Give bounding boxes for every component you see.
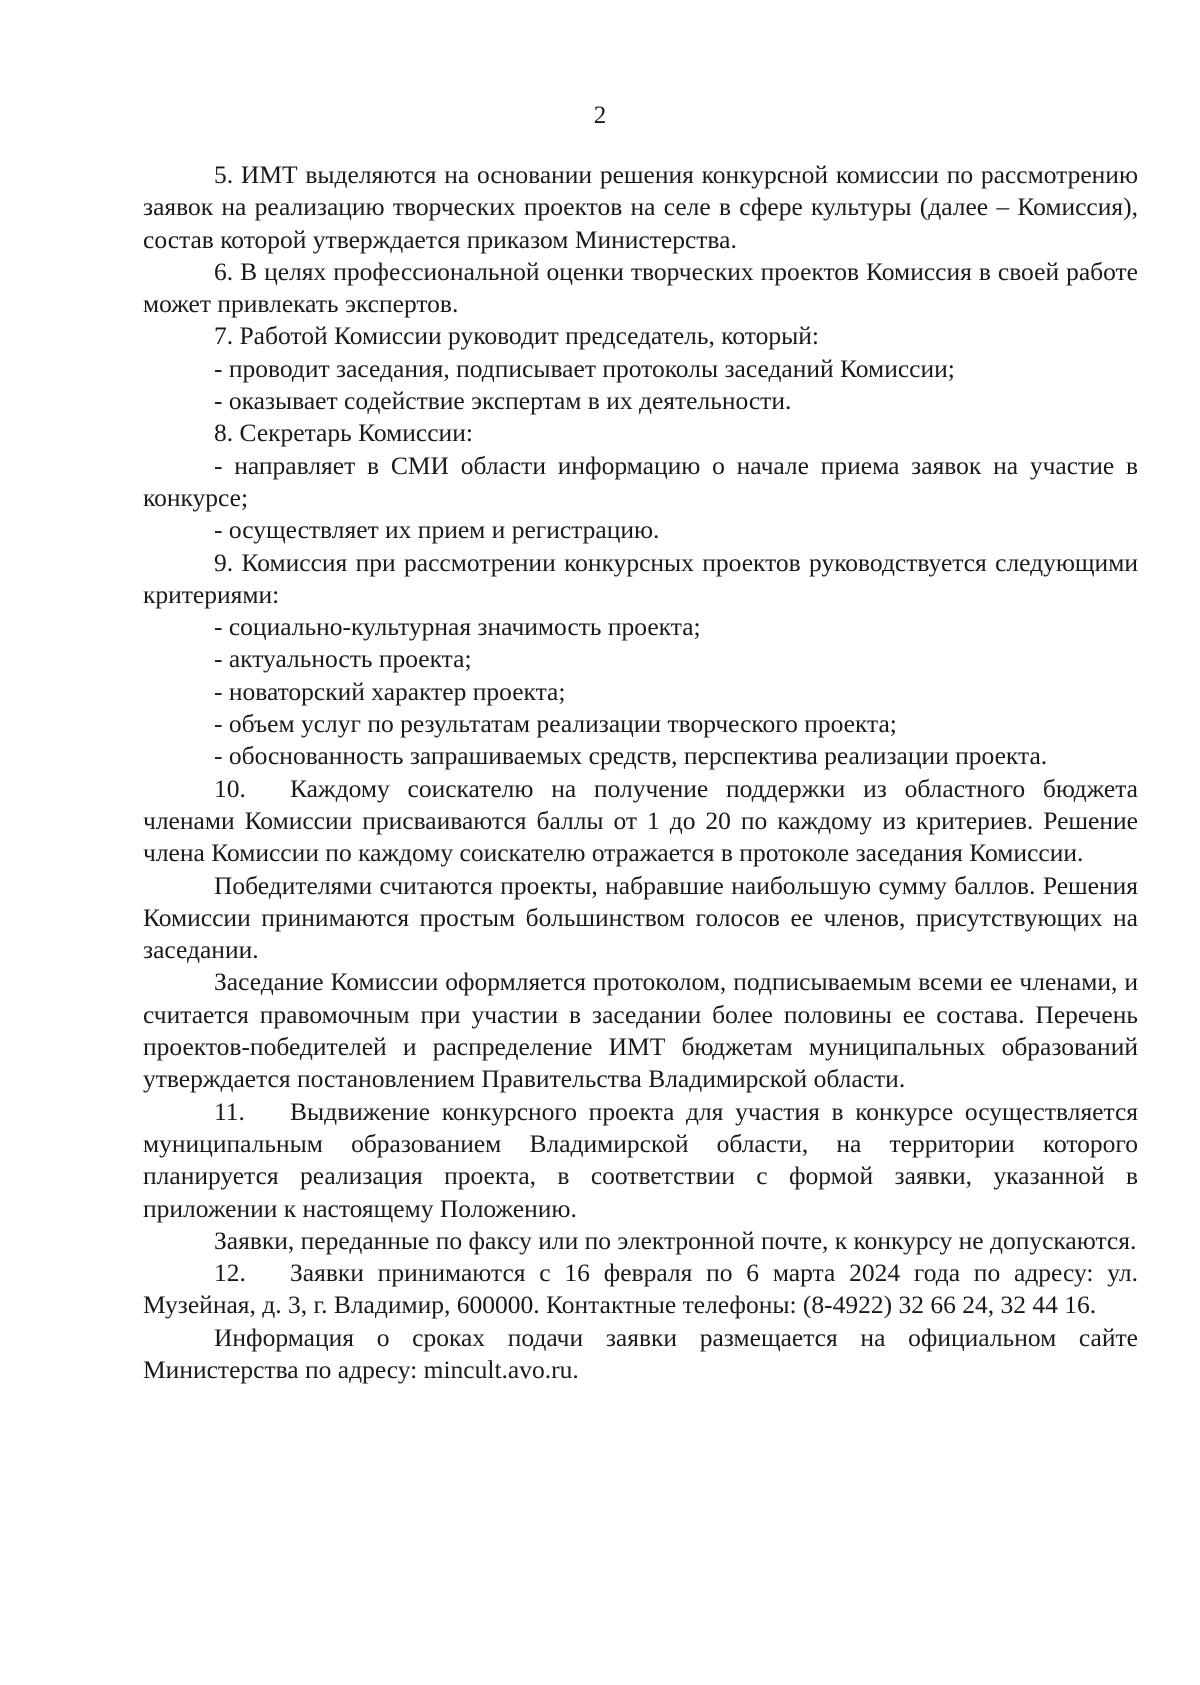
- clause-number: 10.: [214, 773, 246, 803]
- paragraph-6: 6. В целях профессиональной оценки творческих проектов Комиссия в своей работе может привлекать экспертов.: [143, 256, 1138, 319]
- page-number: 2: [593, 102, 607, 129]
- list-item: - социально-культурная значимость проекта;: [214, 612, 701, 642]
- paragraph-meeting: Заседание Комиссии оформляется протоколом, подписываемым всеми ее членами, и считается правомочным при участии в заседании более половины ее состава. Перечень проектов-победителей и распределение ИМТ бюджетам муниципальных образований утверждается постановлением Правительства Владимирской области.: [143, 967, 1138, 1094]
- list-item: - проводит заседания, подписывает протоколы заседаний Комиссии;: [214, 353, 955, 383]
- paragraph-5: 5. ИМТ выделяются на основании решения конкурсной комиссии по рассмотрению заявок на реализацию творческих проектов на селе в сфере культуры (далее – Комиссия), состав которой утверждается приказом Министерства.: [143, 160, 1138, 254]
- paragraph-info: Информация о сроках подачи заявки размещается на официальном сайте Министерства по адресу: mincult.avo.ru.: [143, 1322, 1138, 1384]
- paragraph-fax: Заявки, переданные по факсу или по электронной почте, к конкурсу не допускаются.: [214, 1225, 1137, 1255]
- paragraph-winners: Победителями считаются проекты, набравшие наибольшую сумму баллов. Решения Комиссии принимаются простым большинством голосов ее членов, присутствующих на заседании.: [143, 870, 1138, 965]
- paragraph-7: 7. Работой Комиссии руководит председатель, который:: [214, 321, 819, 351]
- paragraph-8: 8. Секретарь Комиссии:: [214, 418, 473, 448]
- clause-text: Заявки принимаются с 16 февраля по 6 марта 2024 года по адресу: ул. Музейная, д. 3, г. Владимир, 600000. Контактные телефоны: (8-4922) 32 66 24, 32 44 16.: [143, 1258, 1138, 1320]
- list-item: - оказывает содействие экспертам в их деятельности.: [214, 386, 792, 416]
- paragraph-10: [143, 773, 1138, 870]
- list-item: - осуществляет их прием и регистрацию.: [214, 515, 660, 545]
- paragraph-12: [143, 1257, 1138, 1322]
- clause-text: Каждому соискателю на получение поддержки из областного бюджета членами Комиссии присваиваются баллы от 1 до 20 по каждому из критериев. Решение члена Комиссии по каждому соискателю отражается в протоколе заседания Комиссии.: [143, 773, 1138, 868]
- clause-text: Выдвижение конкурсного проекта для участия в конкурсе осуществляется муниципальным образованием Владимирской области, на территории которого планируется реализация проекта, в соответствии с формой заявки, указанной в приложении к настоящему Положению.: [143, 1096, 1138, 1223]
- list-item: - обоснованность запрашиваемых средств, перспектива реализации проекта.: [214, 741, 1048, 771]
- list-item: - актуальность проекта;: [214, 644, 472, 674]
- list-item: - объем услуг по результатам реализации творческого проекта;: [214, 709, 897, 739]
- paragraph-9: 9. Комиссия при рассмотрении конкурсных проектов руководствуется следующими критериями:: [143, 547, 1138, 609]
- clause-number: 12.: [214, 1258, 246, 1288]
- clause-number: 11.: [214, 1096, 245, 1126]
- list-item: - новаторский характер проекта;: [214, 676, 566, 706]
- document-body: [143, 159, 1138, 1386]
- paragraph-11: [143, 1096, 1138, 1225]
- list-item: - направляет в СМИ области информацию о начале приема заявок на участие в конкурсе;: [143, 450, 1138, 512]
